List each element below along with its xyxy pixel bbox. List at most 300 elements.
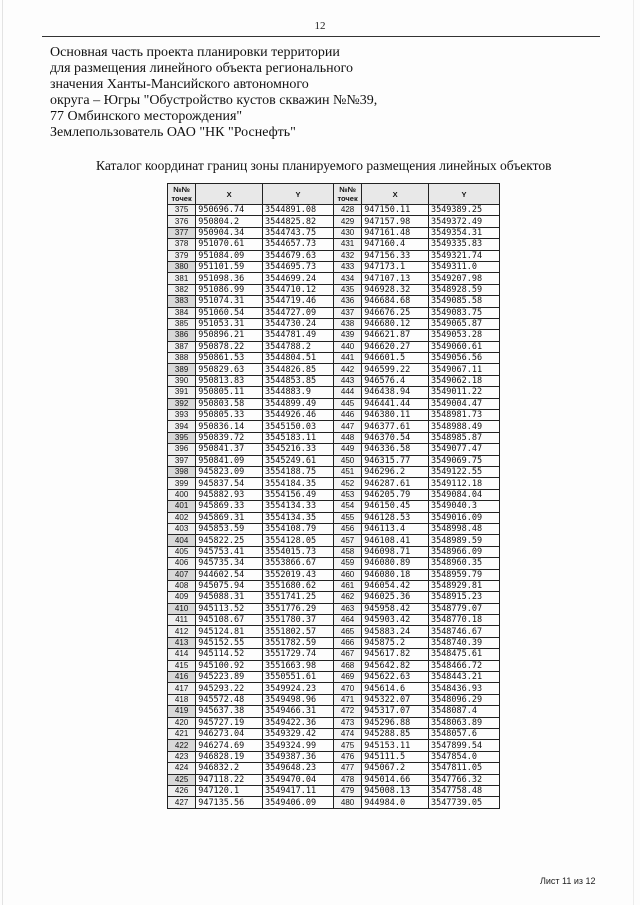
header-text: №№ [173, 185, 190, 194]
x-coordinate-cell: 945317.07 [362, 706, 429, 717]
y-coordinate-cell: 3549056.56 [428, 353, 499, 364]
point-number-cell: 435 [333, 284, 361, 295]
table-row [168, 387, 500, 398]
table-row [168, 558, 500, 569]
y-coordinate-cell: 3548998.48 [428, 523, 499, 534]
x-coordinate-cell: 945322.07 [362, 694, 429, 705]
y-coordinate-cell: 3544695.73 [262, 261, 333, 272]
y-coordinate-cell: 3549387.36 [262, 751, 333, 762]
y-coordinate-cell: 3544719.46 [262, 296, 333, 307]
point-number-cell: 468 [333, 660, 361, 671]
table-row [168, 239, 500, 250]
point-number-cell: 429 [333, 216, 361, 227]
header-y: Y [428, 184, 499, 205]
x-coordinate-cell: 945958.42 [362, 603, 429, 614]
table-row [168, 580, 500, 591]
x-coordinate-cell: 945111.5 [362, 751, 429, 762]
x-coordinate-cell: 945735.34 [196, 558, 263, 569]
x-coordinate-cell: 950878.22 [196, 341, 263, 352]
table-row [168, 307, 500, 318]
point-number-cell: 461 [333, 580, 361, 591]
header-line: Основная часть проекта планировки территории [50, 45, 340, 60]
point-number-cell: 428 [333, 205, 361, 216]
page-number: 12 [314, 20, 326, 32]
x-coordinate-cell: 951098.36 [196, 273, 263, 284]
table-row [168, 660, 500, 671]
x-coordinate-cell: 950841.37 [196, 444, 263, 455]
point-number-cell: 378 [168, 239, 196, 250]
y-coordinate-cell: 3549122.55 [428, 466, 499, 477]
y-coordinate-cell: 3549067.11 [428, 364, 499, 375]
x-coordinate-cell: 944602.54 [196, 569, 263, 580]
y-coordinate-cell: 3548466.72 [428, 660, 499, 671]
point-number-cell: 392 [168, 398, 196, 409]
x-coordinate-cell: 950813.83 [196, 375, 263, 386]
y-coordinate-cell: 3549065.87 [428, 318, 499, 329]
point-number-cell: 452 [333, 478, 361, 489]
y-coordinate-cell: 3544899.49 [262, 398, 333, 409]
point-number-cell: 397 [168, 455, 196, 466]
table-row [168, 341, 500, 352]
y-coordinate-cell: 3549016.09 [428, 512, 499, 523]
x-coordinate-cell: 950804.2 [196, 216, 263, 227]
table-body [168, 205, 500, 809]
y-coordinate-cell: 3548063.89 [428, 717, 499, 728]
table-row [168, 296, 500, 307]
x-coordinate-cell: 946113.4 [362, 523, 429, 534]
table-row [168, 489, 500, 500]
header-line: округа – Югры "Обустройство кустов скважин №№39, [50, 93, 378, 108]
y-coordinate-cell: 3548779.07 [428, 603, 499, 614]
x-coordinate-cell: 945113.52 [196, 603, 263, 614]
y-coordinate-cell: 3544710.12 [262, 284, 333, 295]
x-coordinate-cell: 945822.25 [196, 535, 263, 546]
x-coordinate-cell: 945296.88 [362, 717, 429, 728]
y-coordinate-cell: 3548770.18 [428, 615, 499, 626]
point-number-cell: 421 [168, 728, 196, 739]
point-number-cell: 463 [333, 603, 361, 614]
point-number-cell: 430 [333, 227, 361, 238]
table-row [168, 421, 500, 432]
table-row [168, 455, 500, 466]
point-number-cell: 450 [333, 455, 361, 466]
y-coordinate-cell: 3549077.47 [428, 444, 499, 455]
y-coordinate-cell: 3549335.83 [428, 239, 499, 250]
y-coordinate-cell: 3548915.23 [428, 592, 499, 603]
x-coordinate-cell: 950805.33 [196, 410, 263, 421]
catalog-title: Каталог координат границ зоны планируемого размещения линейных объектов [96, 158, 552, 173]
table-row [168, 740, 500, 751]
table-row [168, 546, 500, 557]
x-coordinate-cell: 945875.2 [362, 637, 429, 648]
point-number-cell: 411 [168, 615, 196, 626]
scan-edge [2, 0, 3, 905]
point-number-cell: 375 [168, 205, 196, 216]
x-coordinate-cell: 945853.59 [196, 523, 263, 534]
x-coordinate-cell: 950696.74 [196, 205, 263, 216]
x-coordinate-cell: 946025.36 [362, 592, 429, 603]
y-coordinate-cell: 3544727.09 [262, 307, 333, 318]
x-coordinate-cell: 947173.1 [362, 261, 429, 272]
table-row [168, 706, 500, 717]
x-coordinate-cell: 947150.11 [362, 205, 429, 216]
y-coordinate-cell: 3548985.87 [428, 432, 499, 443]
x-coordinate-cell: 946928.32 [362, 284, 429, 295]
y-coordinate-cell: 3549648.23 [262, 763, 333, 774]
point-number-cell: 456 [333, 523, 361, 534]
project-header [50, 45, 490, 141]
point-number-cell: 386 [168, 330, 196, 341]
y-coordinate-cell: 3552019.43 [262, 569, 333, 580]
point-number-cell: 439 [333, 330, 361, 341]
point-number-cell: 464 [333, 615, 361, 626]
table-row [168, 615, 500, 626]
y-coordinate-cell: 3544883.9 [262, 387, 333, 398]
x-coordinate-cell: 945622.63 [362, 672, 429, 683]
x-coordinate-cell: 951060.54 [196, 307, 263, 318]
y-coordinate-cell: 3548096.29 [428, 694, 499, 705]
x-coordinate-cell: 945617.82 [362, 649, 429, 660]
y-coordinate-cell: 3553866.67 [262, 558, 333, 569]
x-coordinate-cell: 946315.77 [362, 455, 429, 466]
x-coordinate-cell: 945223.89 [196, 672, 263, 683]
x-coordinate-cell: 950839.72 [196, 432, 263, 443]
point-number-cell: 451 [333, 466, 361, 477]
y-coordinate-cell: 3548989.59 [428, 535, 499, 546]
table-header-row [168, 184, 500, 205]
x-coordinate-cell: 945100.92 [196, 660, 263, 671]
y-coordinate-cell: 3549085.58 [428, 296, 499, 307]
point-number-cell: 384 [168, 307, 196, 318]
point-number-cell: 476 [333, 751, 361, 762]
x-coordinate-cell: 946621.87 [362, 330, 429, 341]
y-coordinate-cell: 3544679.63 [262, 250, 333, 261]
point-number-cell: 401 [168, 501, 196, 512]
header-line: Землепользователь ОАО "НК "Роснефть" [50, 125, 296, 140]
y-coordinate-cell: 3544730.24 [262, 318, 333, 329]
x-coordinate-cell: 946273.04 [196, 728, 263, 739]
point-number-cell: 443 [333, 375, 361, 386]
y-coordinate-cell: 3548988.49 [428, 421, 499, 432]
table-row [168, 512, 500, 523]
table-row [168, 273, 500, 284]
table-row [168, 763, 500, 774]
table-row [168, 398, 500, 409]
point-number-cell: 385 [168, 318, 196, 329]
y-coordinate-cell: 3545216.33 [262, 444, 333, 455]
y-coordinate-cell: 3548959.79 [428, 569, 499, 580]
point-number-cell: 415 [168, 660, 196, 671]
table-row [168, 375, 500, 386]
header-text: №№ [339, 185, 356, 194]
table-row [168, 432, 500, 443]
x-coordinate-cell: 946370.54 [362, 432, 429, 443]
x-coordinate-cell: 950896.21 [196, 330, 263, 341]
y-coordinate-cell: 3549354.31 [428, 227, 499, 238]
y-coordinate-cell: 3548746.67 [428, 626, 499, 637]
y-coordinate-cell: 3549406.09 [262, 797, 333, 808]
point-number-cell: 412 [168, 626, 196, 637]
point-number-cell: 416 [168, 672, 196, 683]
y-coordinate-cell: 3549112.18 [428, 478, 499, 489]
point-number-cell: 405 [168, 546, 196, 557]
x-coordinate-cell: 946128.53 [362, 512, 429, 523]
x-coordinate-cell: 945642.82 [362, 660, 429, 671]
y-coordinate-cell: 3551729.74 [262, 649, 333, 660]
point-number-cell: 432 [333, 250, 361, 261]
point-number-cell: 440 [333, 341, 361, 352]
table-row [168, 410, 500, 421]
x-coordinate-cell: 946601.5 [362, 353, 429, 364]
table-row [168, 535, 500, 546]
point-number-cell: 376 [168, 216, 196, 227]
x-coordinate-cell: 946377.61 [362, 421, 429, 432]
x-coordinate-cell: 946576.4 [362, 375, 429, 386]
y-coordinate-cell: 3548475.61 [428, 649, 499, 660]
header-text: точек [171, 194, 192, 203]
point-number-cell: 414 [168, 649, 196, 660]
x-coordinate-cell: 945075.94 [196, 580, 263, 591]
table-row [168, 353, 500, 364]
x-coordinate-cell: 945869.31 [196, 512, 263, 523]
y-coordinate-cell: 3548966.09 [428, 546, 499, 557]
point-number-cell: 433 [333, 261, 361, 272]
y-coordinate-cell: 3548057.6 [428, 728, 499, 739]
point-number-cell: 393 [168, 410, 196, 421]
table-row [168, 592, 500, 603]
point-number-cell: 434 [333, 273, 361, 284]
table-row [168, 284, 500, 295]
point-number-cell: 388 [168, 353, 196, 364]
table-row [168, 364, 500, 375]
y-coordinate-cell: 3547758.48 [428, 785, 499, 796]
point-number-cell: 453 [333, 489, 361, 500]
point-number-cell: 419 [168, 706, 196, 717]
table-row [168, 785, 500, 796]
point-number-cell: 446 [333, 410, 361, 421]
x-coordinate-cell: 946098.71 [362, 546, 429, 557]
y-coordinate-cell: 3549311.0 [428, 261, 499, 272]
x-coordinate-cell: 947160.4 [362, 239, 429, 250]
y-coordinate-cell: 3554134.33 [262, 501, 333, 512]
point-number-cell: 469 [333, 672, 361, 683]
table-row [168, 250, 500, 261]
x-coordinate-cell: 950829.63 [196, 364, 263, 375]
point-number-cell: 480 [333, 797, 361, 808]
x-coordinate-cell: 945153.11 [362, 740, 429, 751]
x-coordinate-cell: 945067.2 [362, 763, 429, 774]
y-coordinate-cell: 3549040.3 [428, 501, 499, 512]
table-row [168, 694, 500, 705]
point-number-cell: 407 [168, 569, 196, 580]
point-number-cell: 477 [333, 763, 361, 774]
y-coordinate-cell: 3549466.31 [262, 706, 333, 717]
point-number-cell: 390 [168, 375, 196, 386]
point-number-cell: 471 [333, 694, 361, 705]
table-row [168, 261, 500, 272]
y-coordinate-cell: 3544804.51 [262, 353, 333, 364]
x-coordinate-cell: 950861.53 [196, 353, 263, 364]
point-number-cell: 420 [168, 717, 196, 728]
y-coordinate-cell: 3554134.35 [262, 512, 333, 523]
y-coordinate-cell: 3544926.46 [262, 410, 333, 421]
table-row [168, 672, 500, 683]
x-coordinate-cell: 947118.22 [196, 774, 263, 785]
y-coordinate-cell: 3554015.73 [262, 546, 333, 557]
x-coordinate-cell: 947135.56 [196, 797, 263, 808]
point-number-cell: 445 [333, 398, 361, 409]
point-number-cell: 394 [168, 421, 196, 432]
point-number-cell: 457 [333, 535, 361, 546]
point-number-cell: 472 [333, 706, 361, 717]
y-coordinate-cell: 3549069.75 [428, 455, 499, 466]
x-coordinate-cell: 945753.41 [196, 546, 263, 557]
x-coordinate-cell: 951053.31 [196, 318, 263, 329]
x-coordinate-cell: 947157.98 [362, 216, 429, 227]
y-coordinate-cell: 3548740.39 [428, 637, 499, 648]
x-coordinate-cell: 946287.61 [362, 478, 429, 489]
y-coordinate-cell: 3544657.73 [262, 239, 333, 250]
y-coordinate-cell: 3551680.62 [262, 580, 333, 591]
table-row [168, 683, 500, 694]
x-coordinate-cell: 950904.34 [196, 227, 263, 238]
y-coordinate-cell: 3547811.05 [428, 763, 499, 774]
x-coordinate-cell: 945837.54 [196, 478, 263, 489]
point-number-cell: 381 [168, 273, 196, 284]
point-number-cell: 402 [168, 512, 196, 523]
y-coordinate-cell: 3548981.73 [428, 410, 499, 421]
x-coordinate-cell: 947156.33 [362, 250, 429, 261]
y-coordinate-cell: 3551741.25 [262, 592, 333, 603]
y-coordinate-cell: 3549498.96 [262, 694, 333, 705]
point-number-cell: 396 [168, 444, 196, 455]
y-coordinate-cell: 3548960.35 [428, 558, 499, 569]
header-line: значения Ханты-Мансийского автономного [50, 77, 309, 92]
point-number-cell: 391 [168, 387, 196, 398]
table-row [168, 318, 500, 329]
y-coordinate-cell: 3554128.05 [262, 535, 333, 546]
y-coordinate-cell: 3549372.49 [428, 216, 499, 227]
x-coordinate-cell: 946108.41 [362, 535, 429, 546]
x-coordinate-cell: 946684.68 [362, 296, 429, 307]
y-coordinate-cell: 3548929.81 [428, 580, 499, 591]
x-coordinate-cell: 945823.09 [196, 466, 263, 477]
point-number-cell: 406 [168, 558, 196, 569]
table-row [168, 216, 500, 227]
x-coordinate-cell: 944984.0 [362, 797, 429, 808]
point-number-cell: 383 [168, 296, 196, 307]
x-coordinate-cell: 947161.48 [362, 227, 429, 238]
x-coordinate-cell: 951084.09 [196, 250, 263, 261]
x-coordinate-cell: 951086.99 [196, 284, 263, 295]
point-number-cell: 379 [168, 250, 196, 261]
point-number-cell: 459 [333, 558, 361, 569]
table-row [168, 637, 500, 648]
point-number-cell: 475 [333, 740, 361, 751]
point-number-cell: 449 [333, 444, 361, 455]
y-coordinate-cell: 3549062.18 [428, 375, 499, 386]
point-number-cell: 408 [168, 580, 196, 591]
header-line: для размещения линейного объекта регионального [50, 61, 354, 76]
y-coordinate-cell: 3544891.08 [262, 205, 333, 216]
point-number-cell: 458 [333, 546, 361, 557]
y-coordinate-cell: 3545150.03 [262, 421, 333, 432]
x-coordinate-cell: 945152.55 [196, 637, 263, 648]
point-number-cell: 447 [333, 421, 361, 432]
x-coordinate-cell: 951101.59 [196, 261, 263, 272]
point-number-cell: 460 [333, 569, 361, 580]
x-coordinate-cell: 946080.89 [362, 558, 429, 569]
y-coordinate-cell: 3549083.75 [428, 307, 499, 318]
point-number-cell: 413 [168, 637, 196, 648]
header-line: 77 Омбинского месторождения" [50, 109, 243, 124]
y-coordinate-cell: 3554156.49 [262, 489, 333, 500]
x-coordinate-cell: 946296.2 [362, 466, 429, 477]
table-row [168, 774, 500, 785]
point-number-cell: 389 [168, 364, 196, 375]
x-coordinate-cell: 947120.1 [196, 785, 263, 796]
point-number-cell: 438 [333, 318, 361, 329]
x-coordinate-cell: 945883.24 [362, 626, 429, 637]
point-number-cell: 467 [333, 649, 361, 660]
point-number-cell: 462 [333, 592, 361, 603]
table-row [168, 569, 500, 580]
y-coordinate-cell: 3549417.11 [262, 785, 333, 796]
x-coordinate-cell: 950805.11 [196, 387, 263, 398]
x-coordinate-cell: 945614.6 [362, 683, 429, 694]
y-coordinate-cell: 3545183.11 [262, 432, 333, 443]
y-coordinate-cell: 3549321.74 [428, 250, 499, 261]
x-coordinate-cell: 945869.33 [196, 501, 263, 512]
y-coordinate-cell: 3551780.37 [262, 615, 333, 626]
point-number-cell: 399 [168, 478, 196, 489]
x-coordinate-cell: 945088.31 [196, 592, 263, 603]
scan-edge [633, 0, 634, 905]
x-coordinate-cell: 946680.12 [362, 318, 429, 329]
x-coordinate-cell: 951074.31 [196, 296, 263, 307]
y-coordinate-cell: 3554184.35 [262, 478, 333, 489]
y-coordinate-cell: 3547766.32 [428, 774, 499, 785]
x-coordinate-cell: 946441.44 [362, 398, 429, 409]
header-x: X [362, 184, 429, 205]
point-number-cell: 441 [333, 353, 361, 364]
point-number-cell: 395 [168, 432, 196, 443]
x-coordinate-cell: 945288.85 [362, 728, 429, 739]
x-coordinate-cell: 946054.42 [362, 580, 429, 591]
x-coordinate-cell: 945014.66 [362, 774, 429, 785]
y-coordinate-cell: 3549084.04 [428, 489, 499, 500]
y-coordinate-cell: 3549470.04 [262, 774, 333, 785]
table-row [168, 227, 500, 238]
x-coordinate-cell: 945008.13 [362, 785, 429, 796]
table-row [168, 501, 500, 512]
point-number-cell: 444 [333, 387, 361, 398]
point-number-cell: 426 [168, 785, 196, 796]
table-row [168, 717, 500, 728]
x-coordinate-cell: 945882.93 [196, 489, 263, 500]
x-coordinate-cell: 946380.11 [362, 410, 429, 421]
point-number-cell: 427 [168, 797, 196, 808]
point-number-cell: 479 [333, 785, 361, 796]
point-number-cell: 437 [333, 307, 361, 318]
coordinates-table [167, 183, 500, 809]
x-coordinate-cell: 946676.25 [362, 307, 429, 318]
point-number-cell: 466 [333, 637, 361, 648]
point-number-cell: 442 [333, 364, 361, 375]
table-row [168, 205, 500, 216]
point-number-cell: 422 [168, 740, 196, 751]
point-number-cell: 473 [333, 717, 361, 728]
